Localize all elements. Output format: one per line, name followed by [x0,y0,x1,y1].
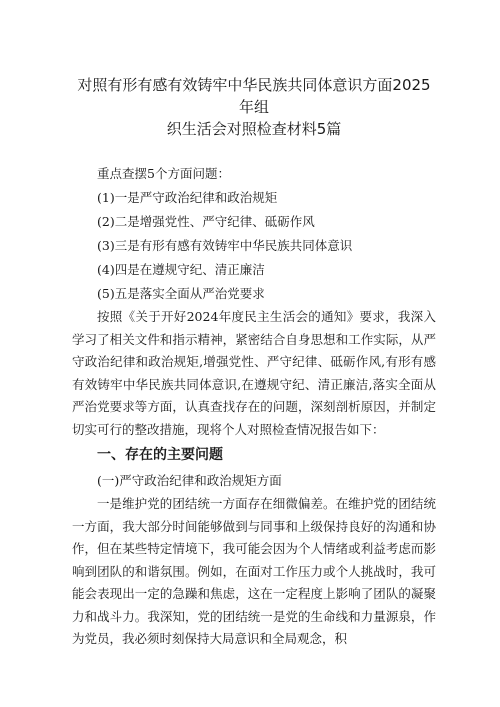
focus-item-number: (5) [97,286,115,301]
focus-item-text: 四是在遵规守纪、清正廉洁 [114,262,265,277]
focus-item-4 [72,258,436,282]
title-line-2: 织生活会对照检查材料5篇 [166,120,342,138]
document-title [72,74,436,140]
focus-item-number: (3) [97,238,115,253]
focus-list [72,186,436,306]
focus-item-1 [72,186,436,210]
focus-item-2 [72,210,436,234]
intro-paragraph: 按照《关于开好2024年度民主生活会的通知》要求，我深入学习了相关文件和指示精神，紧密结合自身思想和工作实际，从严守政治纪律和政治规矩,增强党性、严守纪律、砥砺作风,有形有感有效铸牢中华民族共同体意识,在遵规守纪、清正廉洁,落实全面从严治党要求等方面，认真查找存在的问题，深刻剖析原因，并制定切实可行的整改措施，现将个人对照检查情况报告如下： [72,309,436,437]
focus-item-number: (2) [97,214,115,229]
subsection-heading: (一)严守政治纪律和政治规矩方面 [97,473,282,488]
focus-item-text: 五是落实全面从严治党要求 [114,286,265,301]
focus-item-5 [72,282,436,306]
focus-intro: 重点查摆5个方面问题： [97,166,230,181]
focus-item-text: 二是增强党性、严守纪律、砥砺作风 [114,214,315,229]
focus-item-text: 一是严守政治纪律和政治规矩 [114,190,278,205]
title-line-1: 对照有形有感有效铸牢中华民族共同体意识方面2025年组 [77,76,431,116]
focus-item-number: (1) [97,190,115,205]
body-paragraph: 一是维护党的团结统一方面存在细微偏差。在维护党的团结统一方面，我大部分时间能够做到与同事和上级保持良好的沟通和协作，但在某些特定情境下，我可能会因为个人情绪或利益考虑而影响到团队的和谐氛围。例如，在面对工作压力或个人挑战时，我可能会表现出一定的急躁和焦虑，这在一定程度上影响了团队的凝聚力和战斗力。我深知，党的团结统一是党的生命线和力量源泉，作为党员，我必须时刻保持大局意识和全局观念，积 [72,496,436,646]
focus-item-3 [72,234,436,258]
focus-item-text: 三是有形有感有效铸牢中华民族共同体意识 [114,238,353,253]
focus-item-number: (4) [97,262,115,277]
section-heading: 一、存在的主要问题 [97,447,223,463]
